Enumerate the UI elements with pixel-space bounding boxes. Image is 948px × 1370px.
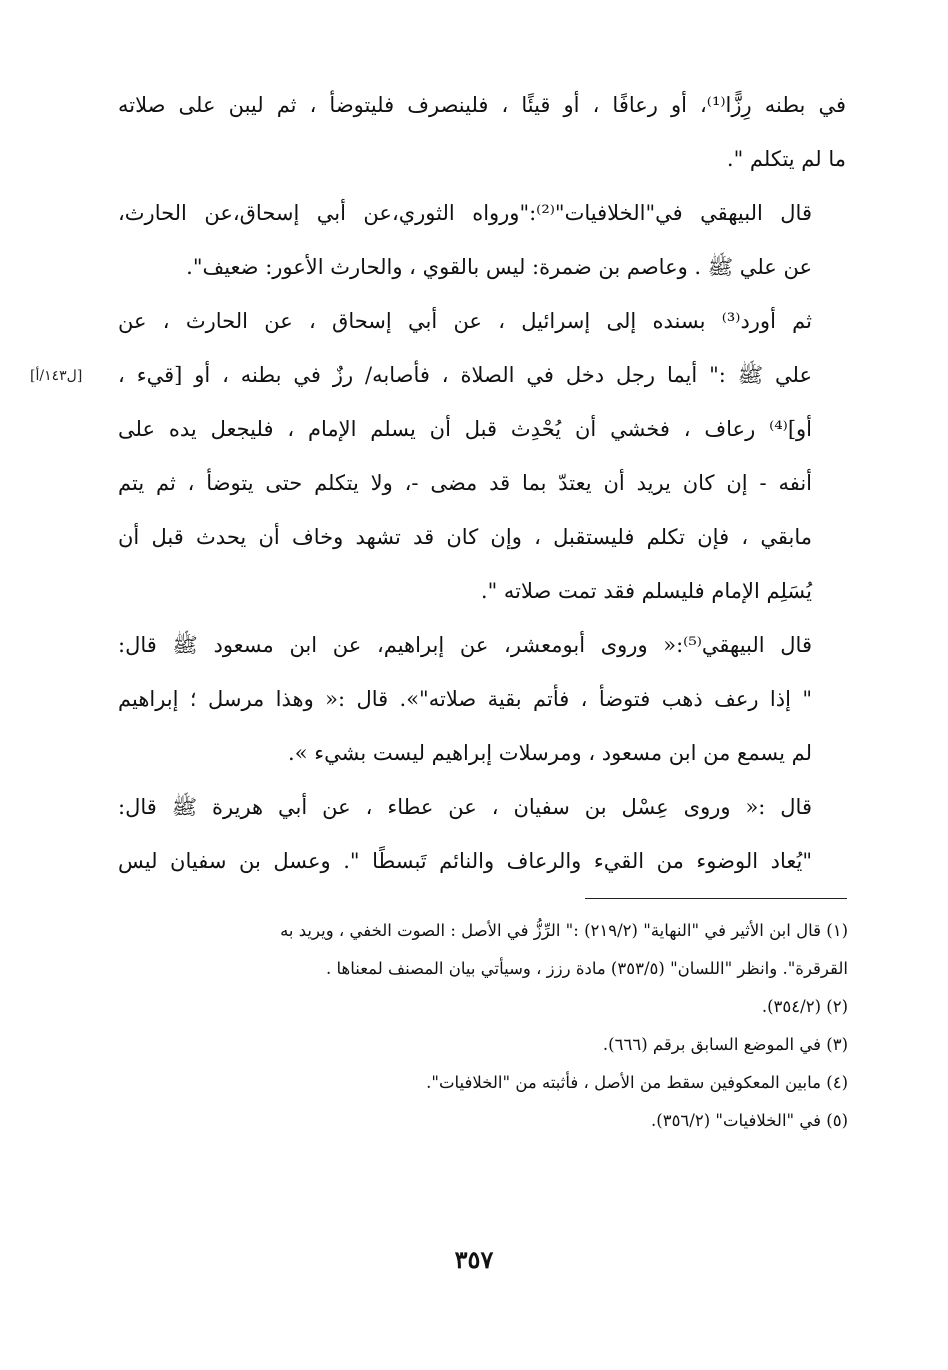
text-line: مابقي ، فإن تكلم فليستقبل ، وإن كان قد تشهد وخاف أن يحدث قبل أن xyxy=(118,525,812,549)
footnote: (٢) (٣٥٤/٢). xyxy=(761,997,848,1016)
footnote: (١) قال ابن الأثير في "النهاية" (٢١٩/٢) :" الرِّزُّ في الأصل : الصوت الخفي ، ويريد به xyxy=(280,921,848,940)
page-number: ٣٥٧ xyxy=(454,1245,494,1274)
text-line: ما لم يتكلم ". xyxy=(726,147,846,171)
text-line: " إذا رعف ذهب فتوضأ ، فأتم بقية صلاته"». قال :« وهذا مرسل ؛ إبراهيم xyxy=(118,687,812,711)
text-line: أنفه - إن كان يريد أن يعتدّ بما قد مضى -، ولا يتكلم حتى يتوضأ ، ثم يتم xyxy=(118,471,812,495)
text-line: أو]⁽⁴⁾ رعاف ، فخشي أن يُحْدِث قبل أن يسلم الإمام ، فليجعل يده على xyxy=(118,417,812,441)
paragraph-3 xyxy=(118,294,846,618)
text-line: عن علي ﷺ . وعاصم بن ضمرة: ليس بالقوي ، والحارث الأعور: ضعيف". xyxy=(186,255,812,279)
text-line: "يُعاد الوضوء من القيء والرعاف والنائم تَبسطًا ". وعسل بن سفيان ليس xyxy=(118,849,812,873)
text-line: قال :« وروى عِسْل بن سفيان ، عن عطاء ، عن أبي هريرة ﷺ قال: xyxy=(118,795,812,819)
paragraph-1 xyxy=(118,78,846,186)
text-line: علي ﷺ :" أيما رجل دخل في الصلاة ، فأصابه/ رزٌ في بطنه ، أو [قيء ، xyxy=(118,363,812,387)
text-line: قال البيهقي في"الخلافيات"⁽²⁾:"ورواه الثوري،عن أبي إسحاق،عن الحارث، xyxy=(118,201,812,225)
paragraph-2 xyxy=(118,186,846,294)
text-line: ثم أورد⁽³⁾ بسنده إلى إسرائيل ، عن أبي إسحاق ، عن الحارث ، عن xyxy=(118,309,812,333)
main-text xyxy=(118,78,846,888)
footnote: (٥) في "الخلافيات" (٣٥٦/٢). xyxy=(651,1111,848,1130)
text-line: قال البيهقي⁽⁵⁾:« وروى أبومعشر، عن إبراهيم، عن ابن مسعود ﷺ قال: xyxy=(118,633,812,657)
text-line: يُسَلِم الإمام فليسلم فقد تمت صلاته ". xyxy=(480,579,812,603)
text-line: في بطنه رِزًّا⁽¹⁾، أو رعافًا ، أو قيئًا ، فلينصرف فليتوضأ ، ثم ليبن على صلاته xyxy=(118,93,846,117)
footnote-separator xyxy=(585,898,847,899)
footnote: (٣) في الموضع السابق برقم (٦٦٦). xyxy=(602,1035,848,1054)
manuscript-folio-note: [ل١٤٣/أ] xyxy=(30,368,83,384)
text-line: لم يسمع من ابن مسعود ، ومرسلات إبراهيم ليست بشيء ». xyxy=(288,741,812,765)
paragraph-4 xyxy=(118,618,846,780)
footnotes xyxy=(118,912,848,1140)
footnote: (٤) مابين المعكوفين سقط من الأصل ، فأثبته من "الخلافيات". xyxy=(426,1073,848,1092)
footnote-continuation: القرقرة". وانظر "اللسان" (٣٥٣/٥) مادة رزز ، وسيأتي بيان المصنف لمعناها . xyxy=(326,959,848,978)
paragraph-5 xyxy=(118,780,846,888)
